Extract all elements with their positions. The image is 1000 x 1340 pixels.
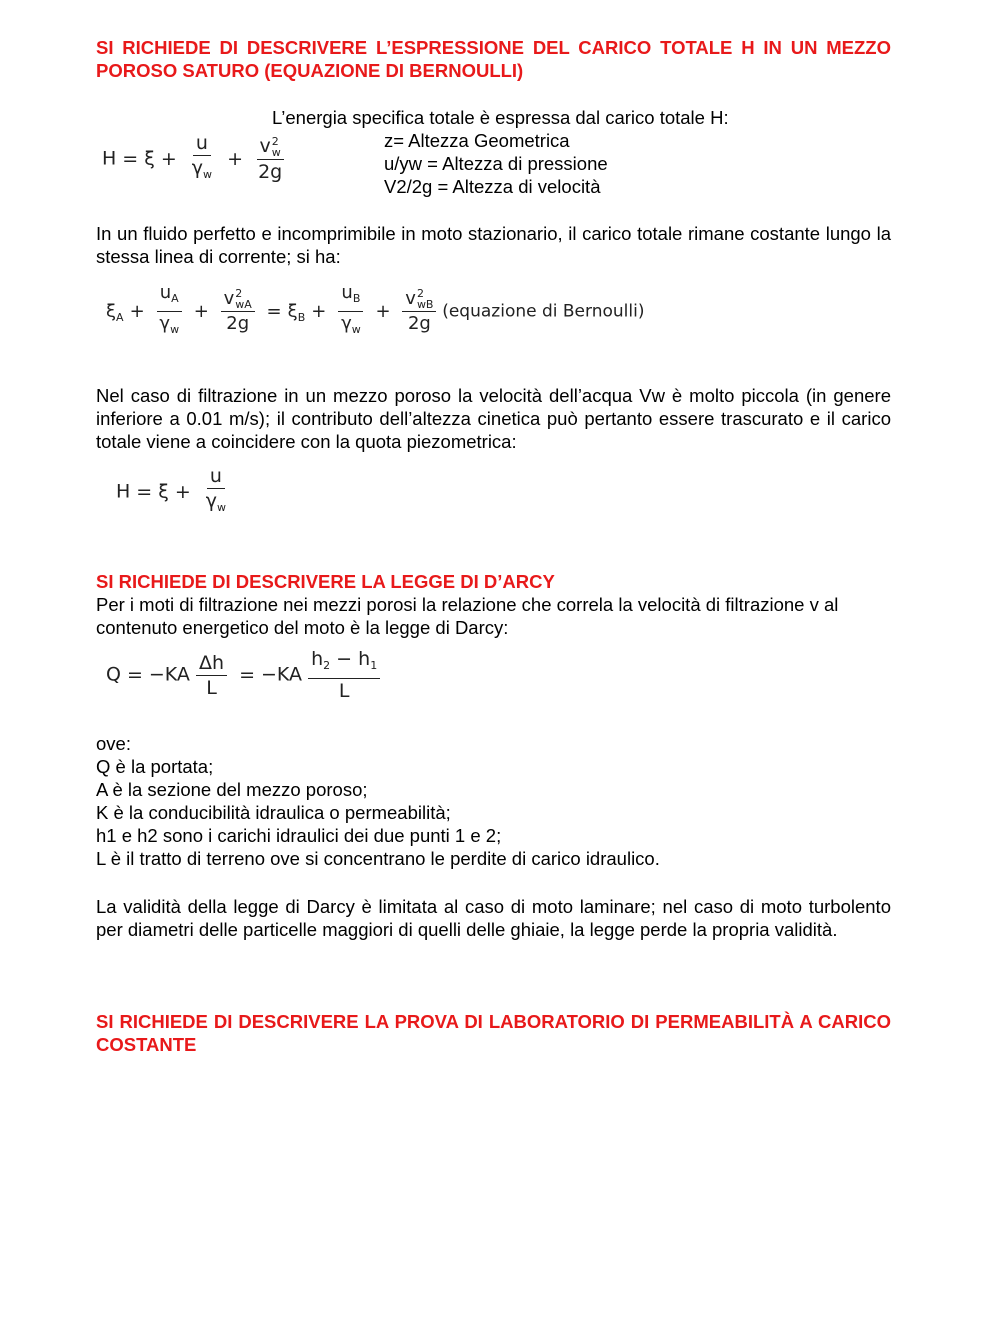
list-item: L è il tratto di terreno ove si concentrano le perdite di carico idraulico. xyxy=(96,848,660,869)
paragraph-darcy-validity: La validità della legge di Darcy è limitata al caso di moto laminare; nel caso di moto turbolento per diametri delle particelle maggiori di quelli delle ghiaie, la legge perde la propria validità. xyxy=(96,896,891,940)
definition-z: z= Altezza Geometrica xyxy=(384,130,570,151)
darcy-variables-list xyxy=(96,732,660,870)
formula-darcy: Q = −KA $\frac{\Delta h}{L}$ = −KA $\frac{h_2 - h_1}{L}$ xyxy=(106,648,380,702)
formula-piezometric-head: H = ξ + $\frac{u}{\gamma_w}$ xyxy=(116,465,227,514)
section-heading-darcy: SI RICHIEDE DI DESCRIVERE LA LEGGE DI D’ARCY xyxy=(96,571,555,592)
formula-total-head: H = ξ + $\frac{u}{\gamma_w}$ + v 2 w 2g xyxy=(102,132,283,183)
list-item: A è la sezione del mezzo poroso; xyxy=(96,779,368,800)
section-heading-permeability-test: SI RICHIEDE DI DESCRIVERE LA PROVA DI LABORATORIO DI PERMEABILITÀ A CARICO COSTANTE xyxy=(96,1011,891,1055)
section-heading-bernoulli: SI RICHIEDE DI DESCRIVERE L’ESPRESSIONE DEL CARICO TOTALE H IN UN MEZZO POROSO SATURO (EQUAZIONE DI BERNOULLI) xyxy=(96,37,891,81)
list-item: Q è la portata; xyxy=(96,756,214,777)
list-item: h1 e h2 sono i carichi idraulici dei due punti 1 e 2; xyxy=(96,825,502,846)
list-item: K è la conducibilità idraulica o permeabilità; xyxy=(96,802,451,823)
energy-intro-text: L’energia specifica totale è espressa dal carico totale H: xyxy=(272,107,729,128)
paragraph-darcy-intro: Per i moti di filtrazione nei mezzi porosi la relazione che correla la velocità di filtrazione v al contenuto energetico del moto è la legge di Darcy: xyxy=(96,594,839,638)
list-item: ove: xyxy=(96,733,131,754)
paragraph-porous-filtration: Nel caso di filtrazione in un mezzo poroso la velocità dell’acqua Vw è molto piccola (in genere inferiore a 0.01 m/s); il contributo dell’altezza cinetica può pertanto essere trascurato e il carico totale viene a coincidere con la quota piezometrica: xyxy=(96,385,891,452)
definition-v: V2/2g = Altezza di velocità xyxy=(384,176,601,197)
paragraph-perfect-fluid: In un fluido perfetto e incomprimibile in moto stazionario, il carico totale rimane costante lungo la stessa linea di corrente; si ha: xyxy=(96,223,891,267)
formula-bernoulli: $\xi_A$ + $\frac{u_A}{\gamma_w}$ + v 2 wA 2g = $\xi_B$ + $\frac{u_B}{\gamma_w}$ + v 2 wB 2g (equazione di Bernoulli) xyxy=(106,282,645,336)
bernoulli-label: (equazione di Bernoulli) xyxy=(442,301,645,322)
definition-u: u/yw = Altezza di pressione xyxy=(384,153,608,174)
